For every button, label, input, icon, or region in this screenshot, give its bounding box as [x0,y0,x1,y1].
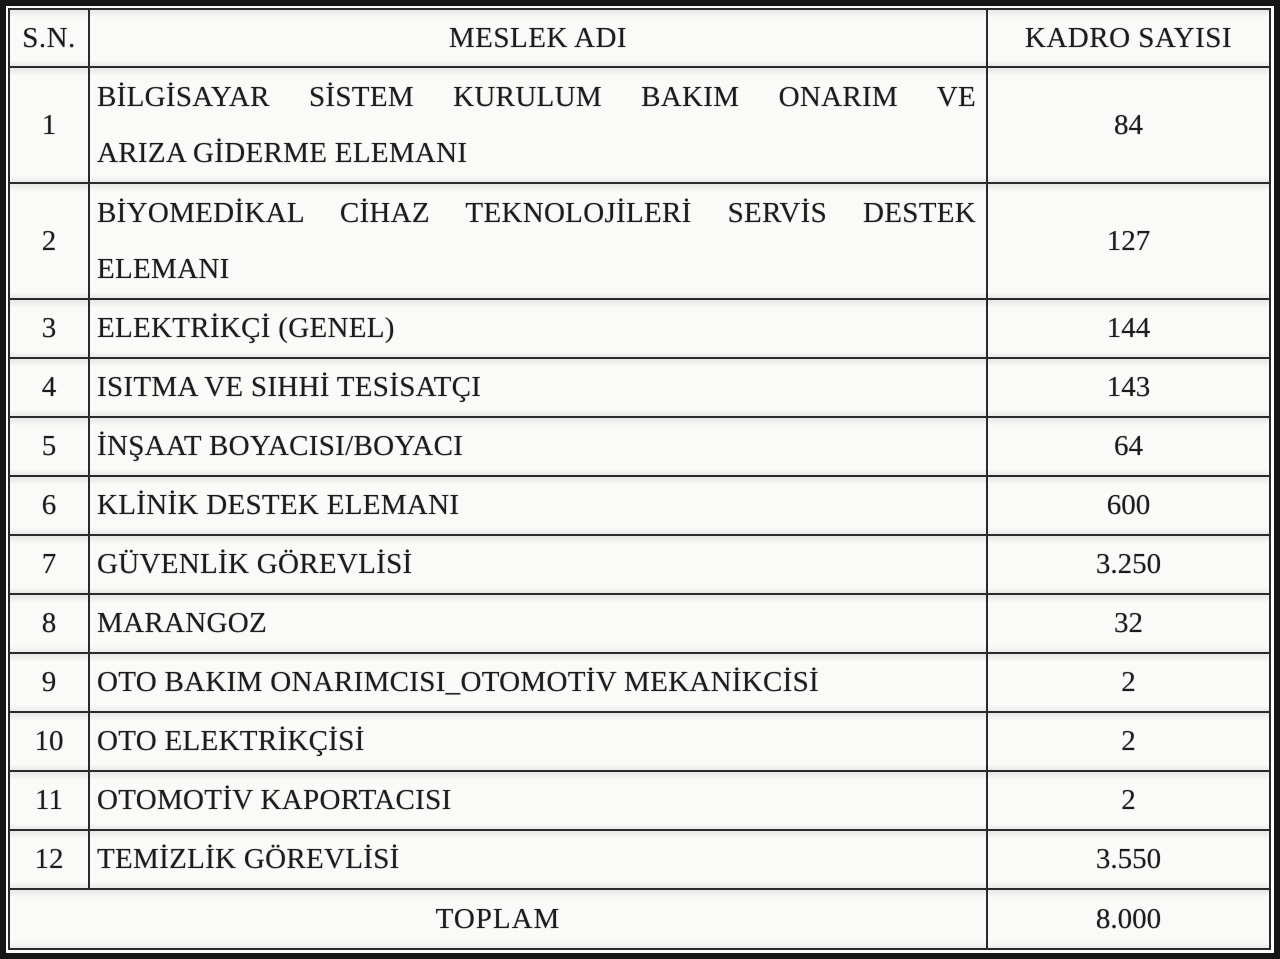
serial-number-cell: 2 [9,183,89,299]
table-row-4 [9,358,1270,417]
quota-cell: 143 [987,358,1270,417]
table-row-10 [9,712,1270,771]
serial-number-cell: 5 [9,417,89,476]
profession-cell: OTO BAKIM ONARIMCISI_OTOMOTİV MEKANİKCİSİ [89,653,987,712]
total-value-cell: 8.000 [987,889,1270,949]
quota-cell: 144 [987,299,1270,358]
serial-number-cell: 3 [9,299,89,358]
column-header-profession-name: MESLEK ADI [89,9,987,67]
table-row-11 [9,771,1270,830]
quota-cell: 127 [987,183,1270,299]
table-row-6 [9,476,1270,535]
profession-cell: MARANGOZ [89,594,987,653]
quota-cell: 84 [987,67,1270,183]
table-row-7 [9,535,1270,594]
profession-line-1: BİYOMEDİKAL CİHAZ TEKNOLOJİLERİ SERVİS DESTEK [97,197,976,229]
serial-number-cell: 7 [9,535,89,594]
table-row-12 [9,830,1270,889]
profession-cell [89,183,987,299]
quota-cell: 3.250 [987,535,1270,594]
table-row-5 [9,417,1270,476]
column-header-serial-number: S.N. [9,9,89,67]
serial-number-cell: 11 [9,771,89,830]
quota-cell: 600 [987,476,1270,535]
profession-cell: İNŞAAT BOYACISI/BOYACI [89,417,987,476]
quota-cell: 2 [987,712,1270,771]
serial-number-cell: 8 [9,594,89,653]
staff-quota-table [8,8,1271,950]
profession-cell: ELEKTRİKÇİ (GENEL) [89,299,987,358]
quota-cell: 32 [987,594,1270,653]
quota-cell: 64 [987,417,1270,476]
profession-line-2: ARIZA GİDERME ELEMANI [97,137,468,169]
serial-number-cell: 12 [9,830,89,889]
profession-cell: OTOMOTİV KAPORTACISI [89,771,987,830]
quota-cell: 2 [987,771,1270,830]
serial-number-cell: 1 [9,67,89,183]
profession-cell: GÜVENLİK GÖREVLİSİ [89,535,987,594]
profession-cell: OTO ELEKTRİKÇİSİ [89,712,987,771]
table-row-3 [9,299,1270,358]
table-row-1 [9,67,1270,183]
profession-cell: KLİNİK DESTEK ELEMANI [89,476,987,535]
table-row-8 [9,594,1270,653]
serial-number-cell: 9 [9,653,89,712]
serial-number-cell: 10 [9,712,89,771]
serial-number-cell: 4 [9,358,89,417]
profession-line-2: ELEMANI [97,253,230,285]
table-row-2 [9,183,1270,299]
total-row [9,889,1270,949]
table-row-9 [9,653,1270,712]
column-header-quota-count: KADRO SAYISI [987,9,1270,67]
quota-cell: 2 [987,653,1270,712]
serial-number-cell: 6 [9,476,89,535]
profession-cell: ISITMA VE SIHHİ TESİSATÇI [89,358,987,417]
profession-line-1: BİLGİSAYAR SİSTEM KURULUM BAKIM ONARIM VE [97,81,976,113]
total-label-cell: TOPLAM [9,889,987,949]
quota-cell: 3.550 [987,830,1270,889]
table-header-row [9,9,1270,67]
profession-cell: TEMİZLİK GÖREVLİSİ [89,830,987,889]
profession-cell [89,67,987,183]
